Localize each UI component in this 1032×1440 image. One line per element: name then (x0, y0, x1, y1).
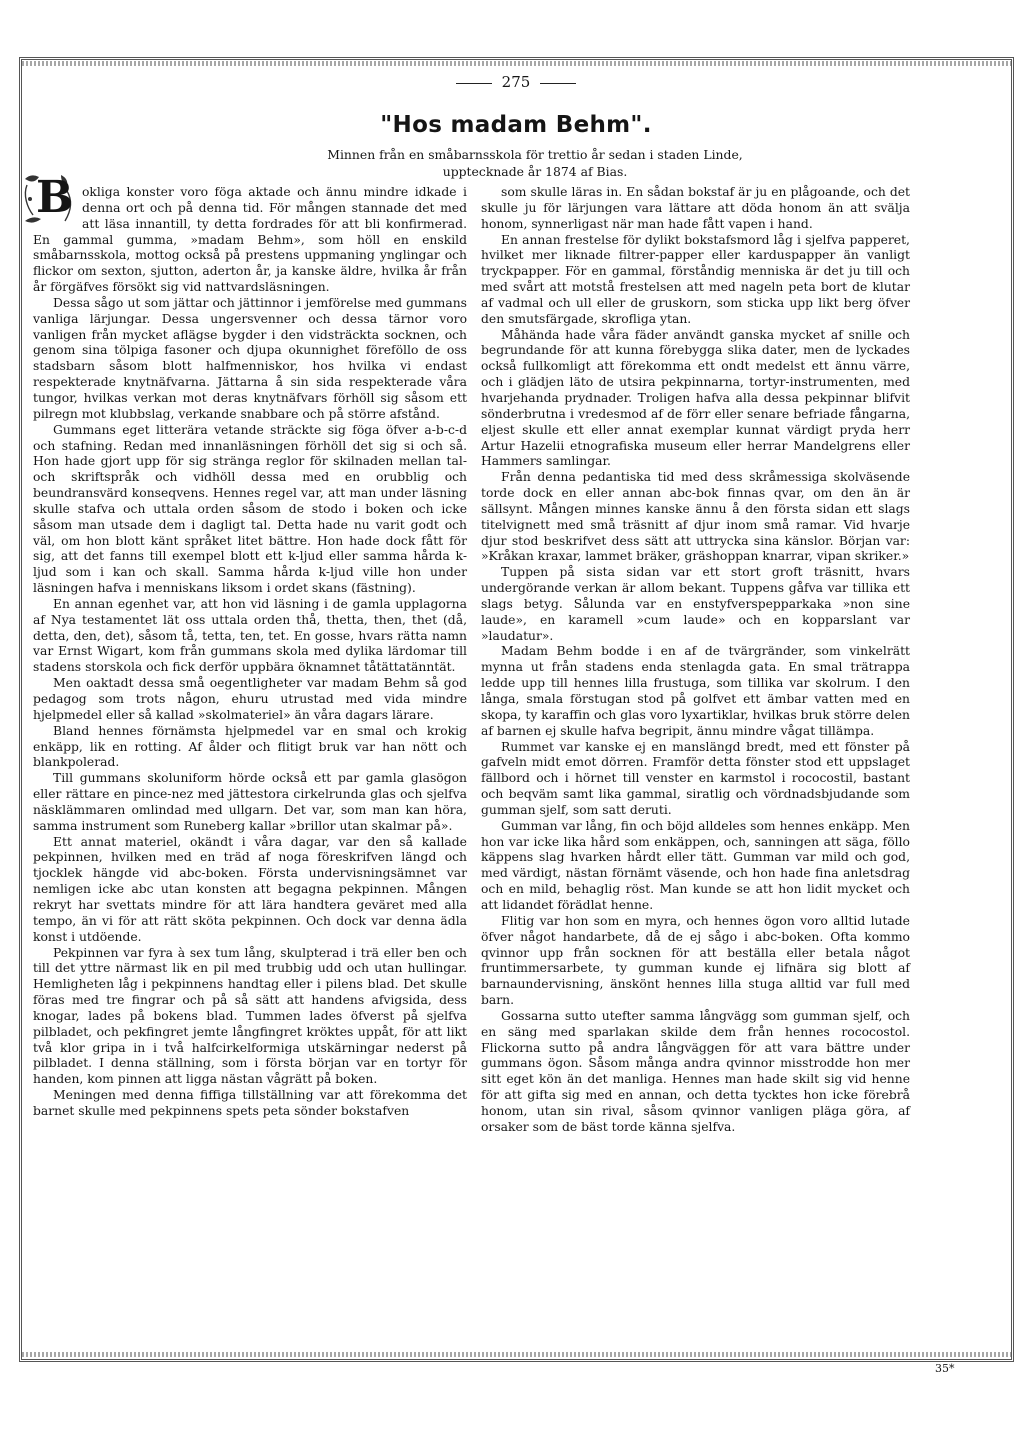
article-title: "Hos madam Behm". (380, 112, 652, 138)
paragraph: Bland hennes förnämsta hjelpmedel var en smal och krokig enkäpp, lik en rotting. Af ålder och flitigt bruk var han nött och blankpolerad. (33, 723, 467, 770)
paragraph: Tuppen på sista sidan var ett stort groft träsnitt, hvars undergörande verkan är allom bekant. Tuppens gåfva var tillika ett slags betyg. Sålunda var en enstyfverspepparkaka »non sine laude», en karamell »cum laude» och en kopparslant var »laudatur». (481, 565, 910, 643)
paragraph: Dessa sågo ut som jättar och jättinnor i jemförelse med gummans vanliga lärjungar. Dessa ungersvenner och dessa tärnor voro vanligen från mycket aflägse bygder i den vidsträckta socknen, och genom sina tölpiga fasoner och djupa okunnighet föreföllo de oss stadsbarn såsom blott halfmenniskor, hos hvilka vi endast respekterade knytnäfvarna. Jättarna å sin sida respekterade våra tungor, hvilkas verkan mot deras knytnäfvars förhöll sig såsom ett pilregn mot klubbslag, verkande snabbare och på större afstånd. (33, 295, 467, 421)
paragraph: En annan frestelse för dylikt bokstafsmord låg i sjelfva papperet, hvilket mer liknade filtrer-papper eller karduspapper än vanligt tryckpapper. För en gammal, förståndig menniska är det ju till och med svårt att motstå frestelsen att med nageln peta bort de klutar af vadmal och ull eller de gruskorn, som sticka upp likt berg öfver den smutsfärgade, skrofliga ytan. (481, 232, 910, 326)
paragraph: Till gummans skoluniform hörde också ett par gamla glasögon eller rättare en pince-nez med jättestora cirkelrunda glas och sjelfva näsklämmaren omlindad med ullgarn. Det var, som man kan höra, samma instrument som Runeberg kallar »brillor utan skalmar på». (33, 771, 467, 833)
paragraph: okliga konster voro föga aktade och ännu mindre idkade i denna ort och på denna tid. För mången stannade det med att läsa innantill, ty detta fordrades för att bli konfirmerad. En gammal gumma, »madam Behm», som höll en enskild småbarnsskola, mottog också på prestens uppmaning ynglingar och flickor om sexton, sjutton, aderton år, ja kanske äldre, hvilka år från år förgäfves försökt sig vid nattvardsläsningen. (33, 185, 467, 295)
sheet-signature: 35* (935, 1362, 955, 1375)
paragraph: Gossarna sutto utefter samma långvägg som gumman sjelf, och en säng med sparlakan skilde dem från hennes rococostol. Flickorna sutto på andra långväggen för att vara bättre under gummans ögon. Såsom många andra qvinnor misstrodde hon mer sitt eget kön än det manliga. Hennes man hade skilt sig vid henne för att gifta sig med en annan, och detta tycktes hon icke förebrå honom, utan sin rival, såsom qvinnor vanligen pläga göra, af orsaker som de bäst torde känna sjelfva. (481, 1008, 910, 1134)
paragraph: Flitig var hon som en myra, och hennes ögon voro alltid lutade öfver något handarbete, då de ej sågo i abc-boken. Ofta kommo qvinnor upp från socknen för att beställa eller betala något fruntimmersarbete, ty gumman kunde ej lifnära sig blott af barnaundervisning, änskönt hennes lilla stuga alltid var full med barn. (481, 913, 910, 1008)
top-ornament-rule (22, 61, 1011, 66)
paragraph: Rummet var kanske ej en manslängd bredt, med ett fönster på gafveln midt emot dörren. Framför detta fönster stod ett uppslaget fällbord och i hörnet till venster en karmstol i rococostil, bastant och beqväm samt lika gammal, siratlig och vördnadsbjudande som gumman sjelf, som satt deruti. (481, 739, 910, 817)
paragraph: som skulle läras in. En sådan bokstaf är ju en plågoande, och det skulle ju för lärjungen vara lättare att döda honom än att svälja honom, synnerligast när man hade fått vapen i hand. (481, 185, 910, 231)
right-column (481, 185, 910, 1136)
bottom-ornament-rule (22, 1352, 1011, 1357)
paragraph: Ett annat materiel, okändt i våra dagar, var den så kallade pekpinnen, hvilken med en träd af noga föreskrifven längd och tjocklek hängde vid abc-boken. Första undervisningsämnet var nemligen icke abc utan konsten att begagna pekpinnen. Mången rekryt har svettats mindre för att lära handtera geväret med alla tempo, än vi för att rätt sköta pekpinnen. Och dock var denna ädla konst i utdöende. (33, 834, 467, 944)
drop-cap-letter: B (36, 172, 74, 223)
drop-cap (21, 171, 76, 227)
left-column (33, 172, 467, 1120)
page-number: 275 (501, 73, 531, 91)
paragraph: Men oaktadt dessa små oegentligheter var madam Behm så god pedagog som trots någon, ehuru utrustad med vida mindre hjelpmedel eller så kallad »skolmateriel» än våra dagars lärare. (33, 676, 467, 722)
right-dash (540, 83, 576, 84)
paragraph: Gumman var lång, fin och böjd alldeles som hennes enkäpp. Men hon var icke lika hård som enkäppen, och, sanningen att säga, föllo käppens slag hvarken hårdt eller tätt. Gumman var mild och god, med värdigt, nästan förnämt väsende, och hon hade fina anletsdrag och en mild, behaglig röst. Man kunde se att hon lidit mycket och att lidandet förädlat henne. (481, 818, 910, 912)
paragraph: Meningen med denna fiffiga tillställning var att förekomma det barnet skulle med pekpinnens spets peta sönder bokstafven (33, 1088, 467, 1118)
subtitle-line-2: upptecknade år 1874 af Bias. (442, 164, 628, 179)
paragraph: Från denna pedantiska tid med dess skråmessiga skolväsende torde dock en eller annan abc-bok finnas qvar, om den än är sällsynt. Mången minnes kanske ännu å den första sidan ett slags titelvignett med små träsnitt af djur inom små ramar. Vid hvarje djur stod beskrifvet dess sätt att uttrycka sina känslor. Början var: »Kråkan kraxar, lammet bräker, gräshoppan knarrar, vipan skriker.» (481, 470, 910, 564)
article-subtitle (250, 146, 820, 180)
page-number-line (0, 73, 1032, 91)
paragraph: Gummans eget litterära vetande sträckte sig föga öfver a-b-c-d och stafning. Redan med innanläsningen förhöll det sig si och så. Hon hade gjort upp för sig stränga reglor för skilnaden mellan tal- och skriftspråk och vidhöll dessa med en orubblig och beundransvärd konseqvens. Hennes regel var, att man under läsning skulle stafva och uttala orden såsom de stodo i boken och icke såsom man utsade dem i dagligt tal. Detta hade nu varit godt och väl, om hon blott känt språket litet bättre. Hon hade dock fått för sig, att det fanns till exempel blott ett k-ljud eller samma hårda k-ljud som i kan och skall. Samma hårda k-ljud ville hon under läsningen hafva i menniskans liksom i ordet skans (fästning). (33, 422, 467, 596)
paragraph: En annan egenhet var, att hon vid läsning i de gamla upplagorna af Nya testamentet lät oss uttala orden thå, thetta, then, thet (då, detta, den, det), såsom tå, tetta, ten, tet. En gosse, hvars rätta namn var Ernst Wigart, kom från gummans skola med dylika lärdomar till stadens storskola och fick derför uppbära öknamnet tåtättatänntät. (33, 596, 467, 675)
paragraph: Pekpinnen var fyra à sex tum lång, skulpterad i trä eller ben och till det yttre närmast lik en pil med trubbig udd och utan hullingar. Hemligheten låg i pekpinnens handtag eller i pilens blad. Det skulle föras med tre fingrar och på så sätt att handens afvigsida, dess knogar, lades på bokens blad. Tummen lades öfverst på sjelfva pilbladet, och pekfingret jemte långfingret kröktes uppåt, för att likt två klor gripa in i två halfcirkelformiga utskärningar nederst på pilbladet. I denna ställning, som i första början var en tortyr för handen, kom pinnen att ligga nästan vågrätt på boken. (33, 945, 467, 1087)
left-dash (456, 83, 492, 84)
subtitle-line-1: Minnen från en småbarnsskola för trettio år sedan i staden Linde, (327, 147, 743, 162)
paragraph: Måhända hade våra fäder användt ganska mycket af snille och begrundande för att kunna förebygga slika dater, men de lyckades också fullkomligt att förekomma ett ondt medelst ett ännu värre, och i glädjen läto de utsira pekpinnarna, tortyr-instrumenten, med hvarjehanda prydnader. Troligen hafva alla dessa pekpinnar blifvit sönderbrutna i vredesmod af de förr eller senare befriade fångarna, eljest skulle ett eller annat exemplar kunnat värdigt pryda herr Artur Hazelii etnografiska museum eller herrar Mandelgrens eller Hammers samlingar. (481, 327, 910, 469)
paragraph: Madam Behm bodde i en af de tvärgränder, som vinkelrätt mynna ut från stadens enda stenlagda gata. En smal trätrappa ledde upp till hennes lilla frustuga, som tillika var skolrum. I den långa, smala förstugan stod på golfvet ett ämbar vatten med en skopa, ty karaffin och glas voro lyxartiklar, hvilkas bruk större delen af barnen ej skulle hafva begripit, ännu mindre vågat tillämpa. (481, 644, 910, 738)
